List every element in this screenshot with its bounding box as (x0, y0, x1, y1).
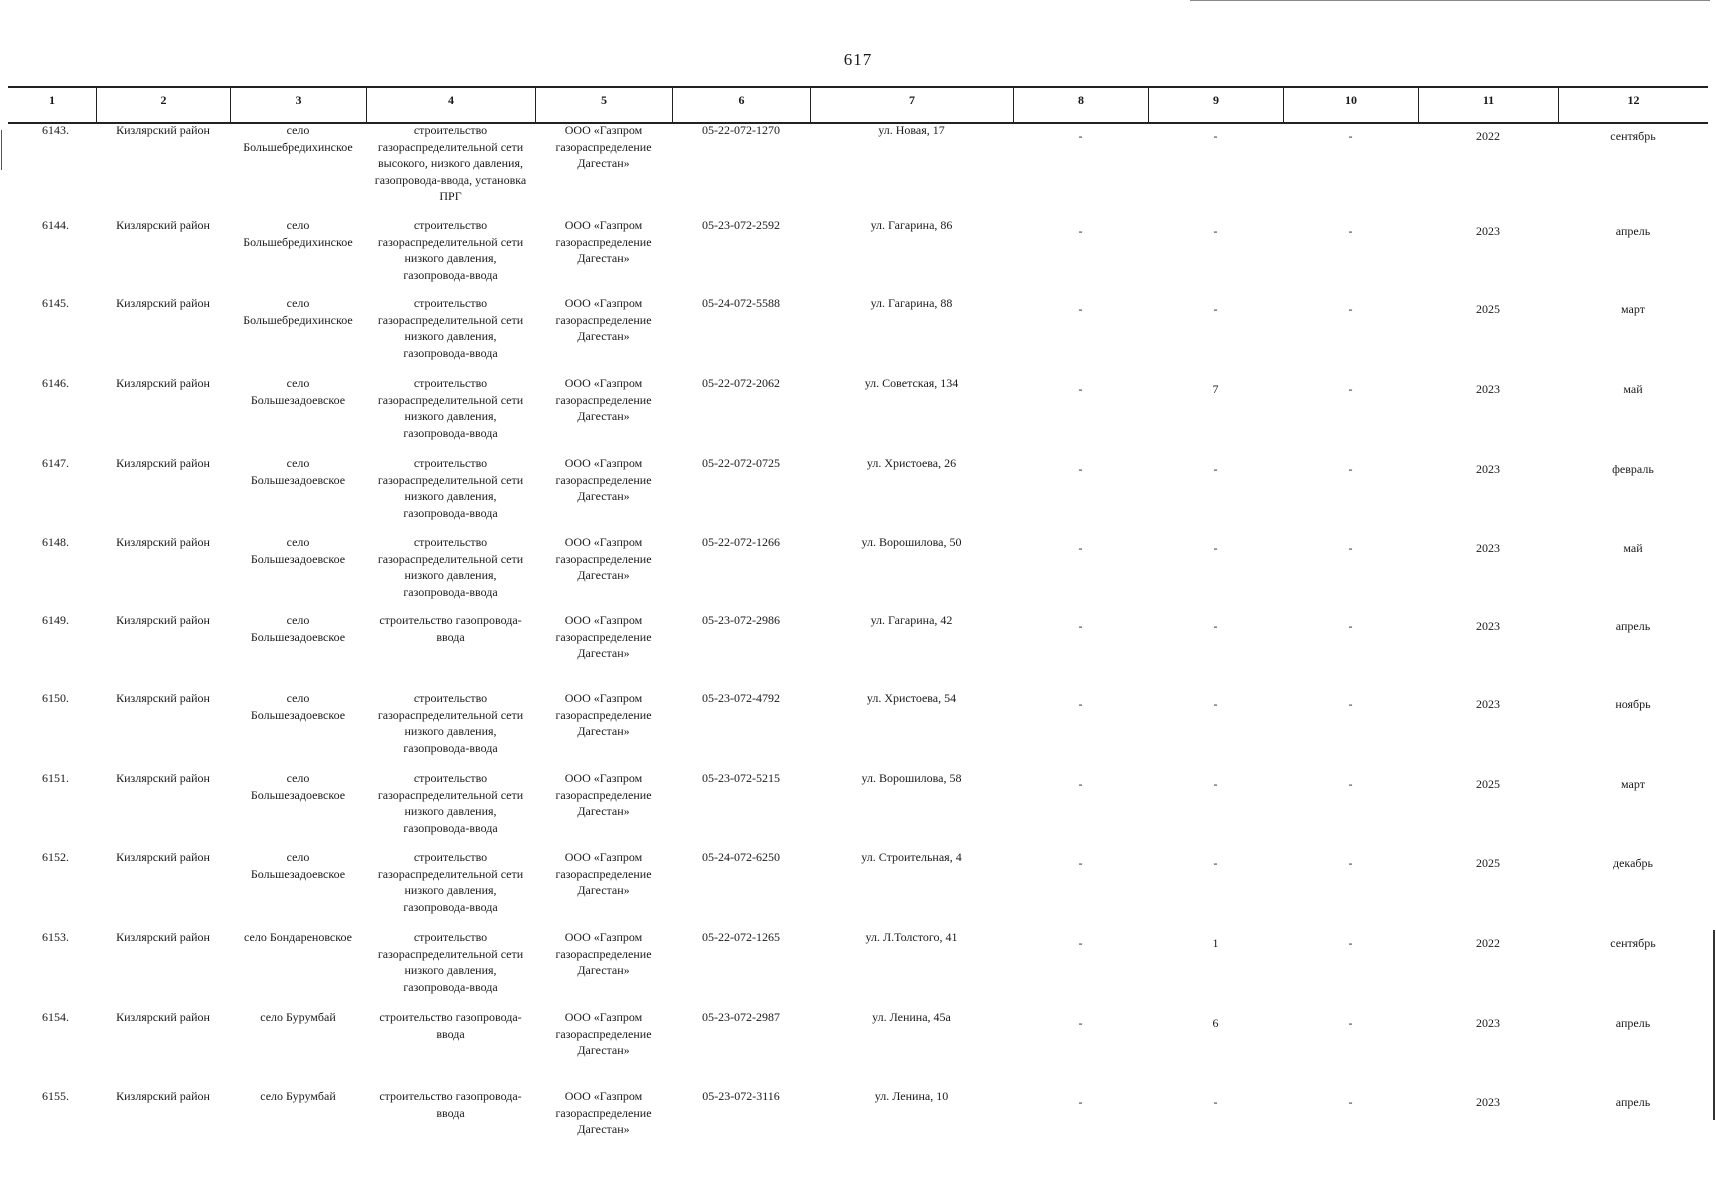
cell-line: газораспределительной сети (377, 946, 524, 961)
cell-year: 2023 (1476, 619, 1500, 633)
cell-line: газораспределение (555, 139, 652, 154)
cell-col-10: - (1348, 462, 1353, 476)
cell-col-8: - (1078, 382, 1083, 396)
cell-col-10: - (1348, 302, 1353, 316)
cell-district: Кизлярский район (116, 691, 210, 705)
cell-line: ООО «Газпром (564, 296, 643, 310)
cell-line: высокого, низкого давления, (378, 156, 523, 170)
cell-line: газораспределительной сети (377, 551, 524, 566)
cell-line: село (286, 691, 310, 705)
column-header-11: 11 (1418, 88, 1558, 122)
cell-line: ООО «Газпром (564, 1010, 643, 1024)
cell-line: строительство газопровода- (379, 1010, 522, 1024)
cell-line: газораспределение (555, 1026, 652, 1041)
cell-line: газораспределительной сети (377, 472, 524, 487)
cell-line: газораспределение (555, 392, 652, 407)
cell-address: ул. Ленина, 10 (874, 1089, 949, 1103)
cell-work (366, 1088, 535, 1121)
cell-line: село (286, 535, 310, 549)
cell-month: март (1621, 777, 1645, 791)
scan-artifact-left-edge (1, 130, 2, 170)
cell-district: Кизлярский район (116, 218, 210, 232)
cell-line: строительство (413, 771, 488, 785)
cell-line: село (286, 456, 310, 470)
cell-line: Большезадоевское (250, 392, 346, 407)
cell-line: газораспределение (555, 946, 652, 961)
cell-code: 05-22-072-0725 (702, 456, 780, 470)
page-number: 617 (843, 50, 873, 69)
cell-line: низкого давления, (404, 724, 497, 738)
cell-line: низкого давления, (404, 963, 497, 977)
cell-code: 05-24-072-5588 (702, 296, 780, 310)
cell-line: ООО «Газпром (564, 535, 643, 549)
cell-line: Большебредихинское (243, 139, 353, 154)
cell-line: газораспределение (555, 472, 652, 487)
column-header-5: 5 (535, 88, 672, 122)
cell-num: 6150. (42, 691, 69, 705)
cell-org (535, 849, 672, 899)
cell-num: 6154. (42, 1010, 69, 1024)
cell-code: 05-23-072-5215 (702, 771, 780, 785)
cell-col-9: 6 (1212, 1016, 1219, 1030)
cell-line: строительство (413, 535, 488, 549)
cell-address: ул. Христоева, 26 (866, 456, 957, 470)
cell-work (366, 375, 535, 441)
cell-line: газораспределительной сети (377, 866, 524, 881)
cell-work (366, 217, 535, 283)
cell-line: Большезадоевское (250, 629, 346, 644)
cell-month: сентябрь (1610, 936, 1656, 950)
cell-line: Дагестан» (577, 1122, 630, 1136)
cell-col-9: - (1213, 462, 1218, 476)
cell-settlement (230, 1088, 366, 1105)
cell-work (366, 455, 535, 521)
table-body (8, 122, 1708, 1192)
cell-col-9: - (1213, 224, 1218, 238)
cell-district: Кизлярский район (116, 296, 210, 310)
cell-month: декабрь (1613, 856, 1653, 870)
column-header-12: 12 (1558, 88, 1708, 122)
cell-col-10: - (1348, 382, 1353, 396)
cell-settlement (230, 455, 366, 488)
cell-col-9: 1 (1212, 936, 1219, 950)
cell-line: ввода (436, 629, 465, 644)
cell-address: ул. Л.Толстого, 41 (865, 930, 958, 944)
cell-line: газораспределение (555, 629, 652, 644)
cell-line: ввода (436, 1026, 465, 1041)
cell-col-9: - (1213, 1095, 1218, 1109)
cell-line: Дагестан» (577, 156, 630, 170)
cell-line: газопровода-ввода (403, 979, 498, 994)
cell-address: ул. Христоева, 54 (866, 691, 957, 705)
column-header-3: 3 (230, 88, 366, 122)
cell-district: Кизлярский район (116, 613, 210, 627)
cell-code: 05-23-072-2592 (702, 218, 780, 232)
cell-line: строительство (413, 376, 488, 390)
cell-col-10: - (1348, 619, 1353, 633)
cell-line: газораспределение (555, 312, 652, 327)
cell-address: ул. Строительная, 4 (861, 850, 962, 864)
cell-org (535, 1009, 672, 1059)
cell-month: май (1623, 541, 1643, 555)
cell-col-8: - (1078, 1016, 1083, 1030)
scan-artifact-top-right (1190, 0, 1710, 1)
cell-col-8: - (1078, 856, 1083, 870)
cell-line: Большезадоевское (250, 551, 346, 566)
cell-code: 05-22-072-1266 (702, 535, 780, 549)
cell-line: село (286, 296, 310, 310)
cell-col-8: - (1078, 936, 1083, 950)
cell-num: 6149. (42, 613, 69, 627)
cell-col-8: - (1078, 224, 1083, 238)
column-header-9: 9 (1148, 88, 1283, 122)
cell-line: газопровода-ввода (403, 899, 498, 914)
cell-col-10: - (1348, 936, 1353, 950)
cell-col-10: - (1348, 1016, 1353, 1030)
cell-year: 2023 (1476, 382, 1500, 396)
cell-line: газопровода-ввода (403, 425, 498, 440)
cell-line: газораспределительной сети (377, 707, 524, 722)
cell-address: ул. Ленина, 45а (872, 1010, 951, 1024)
cell-work (366, 122, 535, 205)
cell-district: Кизлярский район (116, 930, 210, 944)
cell-org (535, 1088, 672, 1138)
cell-col-9: - (1213, 697, 1218, 711)
cell-address: ул. Гагарина, 42 (870, 613, 953, 627)
cell-line: низкого давления, (404, 329, 497, 343)
cell-line: Большезадоевское (250, 866, 346, 881)
cell-settlement (230, 295, 366, 328)
cell-district: Кизлярский район (116, 1089, 210, 1103)
cell-line: газопровода-ввода (403, 267, 498, 282)
column-header-4: 4 (366, 88, 535, 122)
cell-line: ООО «Газпром (564, 218, 643, 232)
cell-line: ООО «Газпром (564, 613, 643, 627)
cell-year: 2023 (1476, 462, 1500, 476)
cell-line: газораспределительной сети (377, 234, 524, 249)
cell-work (366, 770, 535, 836)
cell-month: февраль (1612, 462, 1654, 476)
cell-year: 2023 (1476, 541, 1500, 555)
cell-district: Кизлярский район (116, 376, 210, 390)
cell-num: 6146. (42, 376, 69, 390)
cell-line: село (286, 771, 310, 785)
cell-line: ввода (436, 1105, 465, 1120)
cell-line: газопровода-ввода (403, 584, 498, 599)
cell-col-8: - (1078, 1095, 1083, 1109)
cell-line: ООО «Газпром (564, 1089, 643, 1103)
column-header-8: 8 (1013, 88, 1148, 122)
cell-address: ул. Советская, 134 (864, 376, 959, 390)
column-header-7: 7 (810, 88, 1013, 122)
cell-org (535, 375, 672, 425)
cell-num: 6147. (42, 456, 69, 470)
cell-settlement (230, 612, 366, 645)
cell-work (366, 1009, 535, 1042)
cell-line: низкого давления, (404, 409, 497, 423)
cell-address: ул. Ворошилова, 58 (861, 771, 962, 785)
cell-district: Кизлярский район (116, 1010, 210, 1024)
cell-org (535, 217, 672, 267)
cell-year: 2022 (1476, 129, 1500, 143)
cell-line: газораспределение (555, 787, 652, 802)
cell-settlement (230, 929, 366, 946)
cell-line: село Бурумбай (260, 1089, 336, 1103)
cell-line: ООО «Газпром (564, 771, 643, 785)
cell-org (535, 295, 672, 345)
cell-year: 2022 (1476, 936, 1500, 950)
cell-year: 2025 (1476, 777, 1500, 791)
cell-col-8: - (1078, 129, 1083, 143)
cell-num: 6143. (42, 123, 69, 137)
cell-col-10: - (1348, 856, 1353, 870)
cell-month: май (1623, 382, 1643, 396)
column-header-1: 1 (49, 93, 55, 107)
cell-code: 05-22-072-1265 (702, 930, 780, 944)
cell-line: низкого давления, (404, 883, 497, 897)
cell-settlement (230, 849, 366, 882)
cell-month: апрель (1615, 224, 1651, 238)
cell-line: Дагестан» (577, 724, 630, 738)
cell-col-9: - (1213, 777, 1218, 791)
cell-org (535, 690, 672, 740)
cell-code: 05-23-072-2987 (702, 1010, 780, 1024)
cell-line: Дагестан» (577, 489, 630, 503)
cell-settlement (230, 770, 366, 803)
cell-settlement (230, 122, 366, 155)
cell-year: 2023 (1476, 1095, 1500, 1109)
cell-line: ПРГ (439, 189, 462, 203)
cell-year: 2025 (1476, 302, 1500, 316)
cell-line: строительство газопровода- (379, 613, 522, 627)
cell-line: газопровода-ввода (403, 740, 498, 755)
cell-line: газораспределительной сети (377, 312, 524, 327)
cell-district: Кизлярский район (116, 456, 210, 470)
cell-year: 2023 (1476, 224, 1500, 238)
cell-line: строительство (413, 850, 488, 864)
cell-col-10: - (1348, 129, 1353, 143)
cell-year: 2025 (1476, 856, 1500, 870)
cell-line: газораспределение (555, 234, 652, 249)
cell-line: Большезадоевское (250, 787, 346, 802)
cell-line: газопровода-ввода (403, 505, 498, 520)
cell-line: строительство (413, 930, 488, 944)
cell-line: газораспределение (555, 1105, 652, 1120)
cell-line: ООО «Газпром (564, 930, 643, 944)
cell-district: Кизлярский район (116, 850, 210, 864)
cell-address: ул. Новая, 17 (878, 123, 945, 137)
cell-settlement (230, 690, 366, 723)
cell-work (366, 295, 535, 361)
cell-line: Дагестан» (577, 568, 630, 582)
cell-work (366, 849, 535, 915)
cell-settlement (230, 375, 366, 408)
cell-line: газопровода-ввода (403, 345, 498, 360)
cell-num: 6152. (42, 850, 69, 864)
cell-num: 6155. (42, 1089, 69, 1103)
cell-col-10: - (1348, 541, 1353, 555)
cell-line: Большебредихинское (243, 234, 353, 249)
cell-col-8: - (1078, 777, 1083, 791)
cell-code: 05-23-072-3116 (702, 1089, 780, 1103)
cell-line: ООО «Газпром (564, 456, 643, 470)
cell-line: газораспределение (555, 551, 652, 566)
cell-line: строительство (413, 296, 488, 310)
column-header-10: 10 (1283, 88, 1418, 122)
cell-line: село Бурумбай (260, 1010, 336, 1024)
cell-line: Дагестан» (577, 963, 630, 977)
cell-line: газораспределение (555, 707, 652, 722)
cell-line: село (286, 613, 310, 627)
cell-line: Дагестан» (577, 1043, 630, 1057)
cell-col-10: - (1348, 697, 1353, 711)
cell-district: Кизлярский район (116, 123, 210, 137)
cell-line: Дагестан» (577, 804, 630, 818)
cell-line: ООО «Газпром (564, 850, 643, 864)
cell-line: строительство (413, 456, 488, 470)
cell-line: газораспределительной сети (377, 392, 524, 407)
cell-month: март (1621, 302, 1645, 316)
cell-address: ул. Гагарина, 88 (870, 296, 953, 310)
cell-settlement (230, 534, 366, 567)
cell-work (366, 929, 535, 995)
cell-line: Дагестан» (577, 329, 630, 343)
cell-col-8: - (1078, 697, 1083, 711)
cell-line: ООО «Газпром (564, 123, 643, 137)
column-header-2: 2 (96, 88, 230, 122)
cell-line: Большебредихинское (243, 312, 353, 327)
cell-col-9: - (1213, 129, 1218, 143)
cell-num: 6153. (42, 930, 69, 944)
cell-line: Дагестан» (577, 883, 630, 897)
cell-line: Большезадоевское (250, 707, 346, 722)
cell-month: апрель (1615, 619, 1651, 633)
cell-month: апрель (1615, 1095, 1651, 1109)
cell-col-8: - (1078, 541, 1083, 555)
cell-line: низкого давления, (404, 804, 497, 818)
cell-work (366, 612, 535, 645)
cell-num: 6151. (42, 771, 69, 785)
cell-settlement (230, 217, 366, 250)
cell-line: низкого давления, (404, 489, 497, 503)
cell-col-9: 7 (1212, 382, 1219, 396)
cell-code: 05-23-072-4792 (702, 691, 780, 705)
cell-col-9: - (1213, 541, 1218, 555)
table-header-row (8, 88, 1708, 122)
cell-code: 05-24-072-6250 (702, 850, 780, 864)
cell-line: село (286, 376, 310, 390)
cell-district: Кизлярский район (116, 535, 210, 549)
cell-line: село (286, 123, 310, 137)
cell-line: Дагестан» (577, 251, 630, 265)
cell-col-10: - (1348, 224, 1353, 238)
cell-month: апрель (1615, 1016, 1651, 1030)
cell-col-9: - (1213, 619, 1218, 633)
cell-line: строительство газопровода- (379, 1089, 522, 1103)
cell-num: 6145. (42, 296, 69, 310)
cell-settlement (230, 1009, 366, 1026)
cell-month: ноябрь (1615, 697, 1651, 711)
cell-line: ООО «Газпром (564, 376, 643, 390)
cell-col-10: - (1348, 777, 1353, 791)
cell-address: ул. Гагарина, 86 (870, 218, 953, 232)
cell-work (366, 690, 535, 756)
column-header-6: 6 (672, 88, 810, 122)
cell-month: сентябрь (1610, 129, 1656, 143)
cell-work (366, 534, 535, 600)
cell-line: низкого давления, (404, 251, 497, 265)
cell-line: газораспределение (555, 866, 652, 881)
cell-line: Дагестан» (577, 646, 630, 660)
cell-line: газопровода-ввода, установка (374, 172, 527, 187)
cell-year: 2023 (1476, 697, 1500, 711)
cell-line: газораспределительной сети (377, 139, 524, 154)
cell-col-10: - (1348, 1095, 1353, 1109)
cell-col-8: - (1078, 462, 1083, 476)
cell-org (535, 122, 672, 172)
cell-org (535, 534, 672, 584)
cell-org (535, 929, 672, 979)
cell-line: газораспределительной сети (377, 787, 524, 802)
cell-code: 05-23-072-2986 (702, 613, 780, 627)
cell-address: ул. Ворошилова, 50 (861, 535, 962, 549)
cell-line: село Бондареновское (244, 930, 352, 944)
cell-line: строительство (413, 218, 488, 232)
cell-line: ООО «Газпром (564, 691, 643, 705)
cell-org (535, 612, 672, 662)
cell-num: 6148. (42, 535, 69, 549)
cell-org (535, 455, 672, 505)
cell-code: 05-22-072-1270 (702, 123, 780, 137)
cell-col-9: - (1213, 856, 1218, 870)
scan-artifact-right-edge (1713, 930, 1715, 1120)
cell-line: Дагестан» (577, 409, 630, 423)
cell-col-9: - (1213, 302, 1218, 316)
cell-code: 05-22-072-2062 (702, 376, 780, 390)
cell-line: низкого давления, (404, 568, 497, 582)
cell-district: Кизлярский район (116, 771, 210, 785)
cell-line: село (286, 218, 310, 232)
cell-line: строительство (413, 691, 488, 705)
cell-col-8: - (1078, 302, 1083, 316)
cell-line: газопровода-ввода (403, 820, 498, 835)
cell-org (535, 770, 672, 820)
cell-col-8: - (1078, 619, 1083, 633)
cell-year: 2023 (1476, 1016, 1500, 1030)
cell-line: Большезадоевское (250, 472, 346, 487)
cell-line: строительство (413, 123, 488, 137)
cell-num: 6144. (42, 218, 69, 232)
cell-line: село (286, 850, 310, 864)
